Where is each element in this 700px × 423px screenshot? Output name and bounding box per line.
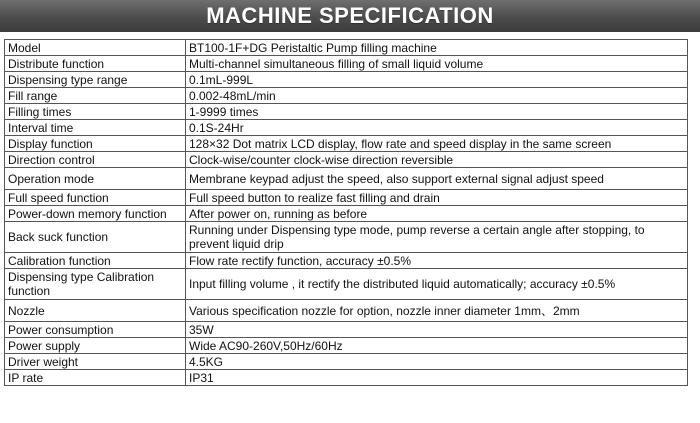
- table-row: [5, 269, 688, 300]
- table-row: [5, 120, 688, 136]
- table-row: [5, 88, 688, 104]
- spec-label: Driver weight: [5, 354, 186, 370]
- spec-value: 1-9999 times: [186, 104, 688, 120]
- table-row: [5, 370, 688, 386]
- table-row: [5, 322, 688, 338]
- spec-label: Filling times: [5, 104, 186, 120]
- spec-label: Model: [5, 40, 186, 56]
- spec-label: Display function: [5, 136, 186, 152]
- table-row: [5, 190, 688, 206]
- spec-value: Input filling volume , it rectify the distributed liquid automatically; accuracy ±0.5%: [186, 269, 688, 300]
- spec-value: 35W: [186, 322, 688, 338]
- table-row: [5, 72, 688, 88]
- table-row: [5, 168, 688, 190]
- spec-label: Interval time: [5, 120, 186, 136]
- table-row: [5, 104, 688, 120]
- spec-value: Clock-wise/counter clock-wise direction reversible: [186, 152, 688, 168]
- table-row: [5, 300, 688, 322]
- spec-value: 0.002-48mL/min: [186, 88, 688, 104]
- spec-value: IP31: [186, 370, 688, 386]
- spec-label: Back suck function: [5, 222, 186, 253]
- spec-label: Direction control: [5, 152, 186, 168]
- table-row: [5, 354, 688, 370]
- spec-label: Nozzle: [5, 300, 186, 322]
- spec-label: Full speed function: [5, 190, 186, 206]
- specification-table: [4, 39, 688, 386]
- spec-value: 128×32 Dot matrix LCD display, flow rate and speed display in the same screen: [186, 136, 688, 152]
- spec-label: Power-down memory function: [5, 206, 186, 222]
- table-row: [5, 206, 688, 222]
- spec-label: Power supply: [5, 338, 186, 354]
- spec-value: Running under Dispensing type mode, pump reverse a certain angle after stopping, to prevent liquid drip: [186, 222, 688, 253]
- spec-label: Distribute function: [5, 56, 186, 72]
- title-banner: [0, 0, 700, 32]
- spec-value: Flow rate rectify function, accuracy ±0.5%: [186, 253, 688, 269]
- spec-value: Wide AC90-260V,50Hz/60Hz: [186, 338, 688, 354]
- spec-label: Power consumption: [5, 322, 186, 338]
- spec-label: Calibration function: [5, 253, 186, 269]
- table-row: [5, 222, 688, 253]
- spec-value: Multi-channel simultaneous filling of small liquid volume: [186, 56, 688, 72]
- spec-value: BT100-1F+DG Peristaltic Pump filling machine: [186, 40, 688, 56]
- table-row: [5, 152, 688, 168]
- spec-value: 0.1mL-999L: [186, 72, 688, 88]
- spec-label: Dispensing type range: [5, 72, 186, 88]
- table-row: [5, 253, 688, 269]
- spec-value: Various specification nozzle for option, nozzle inner diameter 1mm、2mm: [186, 300, 688, 322]
- table-row: [5, 56, 688, 72]
- page-title: MACHINE SPECIFICATION: [206, 3, 494, 28]
- spec-value: Membrane keypad adjust the speed, also support external signal adjust speed: [186, 168, 688, 190]
- spec-label: IP rate: [5, 370, 186, 386]
- spec-value: Full speed button to realize fast filling and drain: [186, 190, 688, 206]
- spec-label: Operation mode: [5, 168, 186, 190]
- spec-label: Dispensing type Calibration function: [5, 269, 186, 300]
- table-row: [5, 338, 688, 354]
- spec-value: 4.5KG: [186, 354, 688, 370]
- table-row: [5, 136, 688, 152]
- table-row: [5, 40, 688, 56]
- spec-value: 0.1S-24Hr: [186, 120, 688, 136]
- spec-label: Fill range: [5, 88, 186, 104]
- spec-value: After power on, running as before: [186, 206, 688, 222]
